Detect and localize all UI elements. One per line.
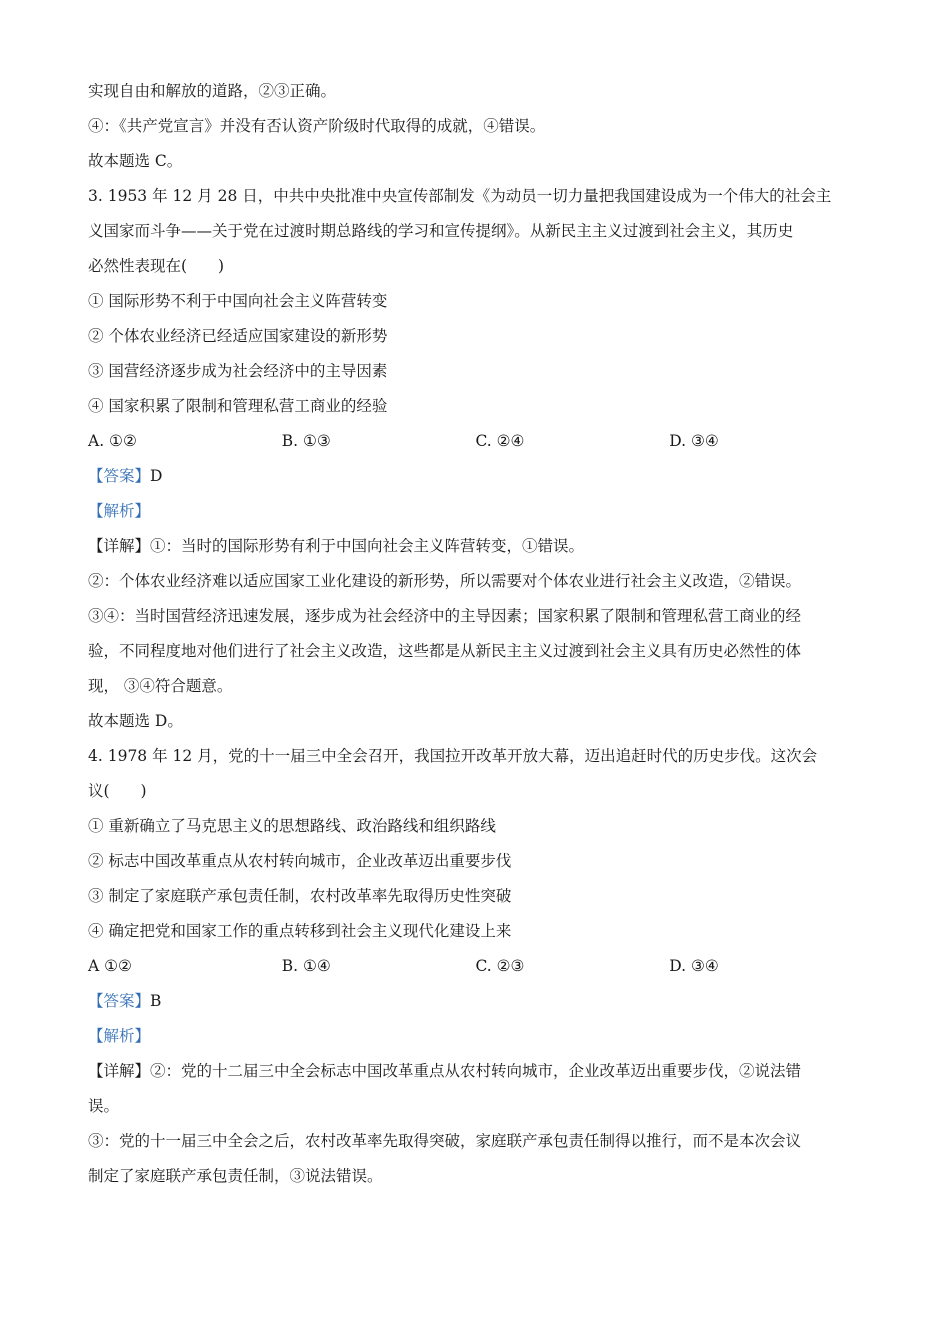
analysis-line: [88, 494, 863, 529]
question-item: ② 标志中国改革重点从农村转向城市，企业改革迈出重要步伐: [88, 852, 512, 870]
question-item: ① 重新确立了马克思主义的思想路线、政治路线和组织路线: [88, 817, 496, 835]
option-a: A. ①②: [88, 432, 137, 450]
detail-line: 验，不同程度地对他们进行了社会主义改造，这些都是从新民主主义过渡到社会主义具有历史必然性的体: [88, 642, 802, 660]
answer-tag: 【答案】: [88, 992, 151, 1010]
option-d: D. ③④: [669, 432, 719, 450]
detail-tag: 【详解】: [88, 1062, 151, 1080]
answer-options: [88, 949, 863, 984]
answer-value: B: [150, 992, 162, 1010]
intro-line: ④：《共产党宣言》并没有否认资产阶级时代取得的成就，④错误。: [88, 117, 546, 135]
option-b: B. ①③: [281, 432, 331, 450]
document-page: [88, 74, 863, 1194]
answer-options: [88, 424, 863, 459]
option-c: C. ②④: [475, 432, 525, 450]
detail-line: 现， ③④符合题意。: [88, 677, 233, 695]
detail-line: 故本题选 D。: [88, 712, 183, 730]
option-a: A ①②: [88, 957, 132, 975]
option-d: D. ③④: [669, 957, 719, 975]
answer-value: D: [150, 467, 163, 485]
detail-line: 制定了家庭联产承包责任制，③说法错误。: [88, 1167, 383, 1185]
answer-line: [88, 984, 863, 1019]
detail-line: ③④：当时国营经济迅速发展，逐步成为社会经济中的主导因素；国家积累了限制和管理私营工商业的经: [88, 607, 802, 625]
question-stem-line: 义国家而斗争——关于党在过渡时期总路线的学习和宣传提纲》。从新民主主义过渡到社会主义，其历史: [88, 222, 794, 240]
answer-line: [88, 459, 863, 494]
intro-line: 实现自由和解放的道路，②③正确。: [88, 82, 337, 100]
question-item: ③ 国营经济逐步成为社会经济中的主导因素: [88, 362, 388, 380]
detail-line: ③：党的十一届三中全会之后，农村改革率先取得突破，家庭联产承包责任制得以推行，而不是本次会议: [88, 1132, 802, 1150]
question-item: ④ 确定把党和国家工作的重点转移到社会主义现代化建设上来: [88, 922, 512, 940]
detail-line: [88, 1054, 863, 1089]
answer-tag: 【答案】: [88, 467, 151, 485]
option-b: B. ①④: [281, 957, 331, 975]
detail-line: ②：个体农业经济难以适应国家工业化建设的新形势，所以需要对个体农业进行社会主义改造，②错误。: [88, 572, 802, 590]
question-stem-line: 3. 1953 年 12 月 28 日，中共中央批准中央宣传部制发《为动员一切力量把我国建设成为一个伟大的社会主: [88, 187, 832, 205]
analysis-line: [88, 1019, 863, 1054]
question-stem-line: 议( ): [88, 782, 147, 800]
question-stem-line: 4. 1978 年 12 月，党的十一届三中全会召开，我国拉开改革开放大幕，迈出追赶时代的历史步伐。这次会: [88, 747, 818, 765]
intro-line: 故本题选 C。: [88, 152, 183, 170]
detail-text: ①：当时的国际形势有利于中国向社会主义阵营转变，①错误。: [150, 537, 585, 555]
detail-tag: 【详解】: [88, 537, 151, 555]
question-stem-line: 必然性表现在( ): [88, 257, 225, 275]
question-item: ③ 制定了家庭联产承包责任制，农村改革率先取得历史性突破: [88, 887, 512, 905]
question-item: ④ 国家积累了限制和管理私营工商业的经验: [88, 397, 388, 415]
question-item: ② 个体农业经济已经适应国家建设的新形势: [88, 327, 388, 345]
analysis-tag: 【解析】: [88, 1027, 151, 1045]
analysis-tag: 【解析】: [88, 502, 151, 520]
question-3: [88, 179, 863, 739]
detail-line: [88, 529, 863, 564]
detail-text: ②：党的十二届三中全会标志中国改革重点从农村转向城市，企业改革迈出重要步伐，②说法错: [150, 1062, 802, 1080]
question-item: ① 国际形势不利于中国向社会主义阵营转变: [88, 292, 388, 310]
question-4: [88, 739, 863, 1194]
detail-line: 误。: [88, 1097, 120, 1115]
option-c: C. ②③: [475, 957, 525, 975]
